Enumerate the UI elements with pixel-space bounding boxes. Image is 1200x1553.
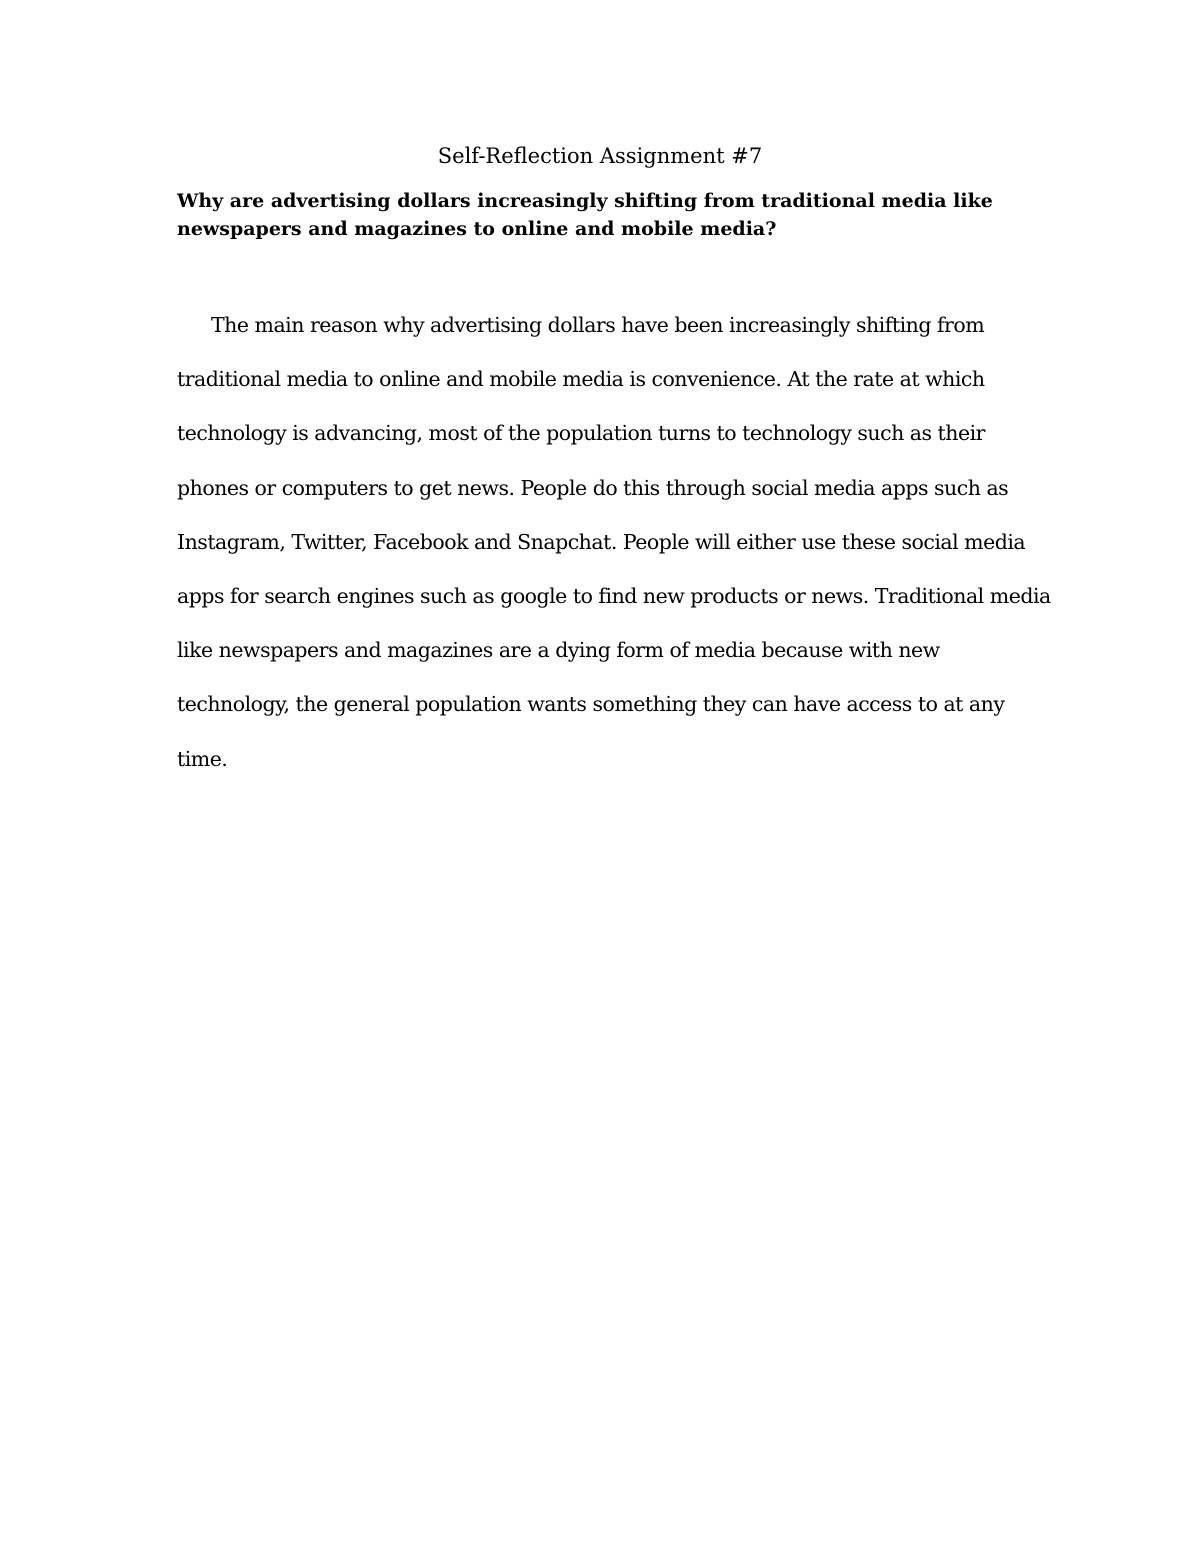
assignment-question: Why are advertising dollars increasingly shifting from traditional media like newspapers and magazines to online and mobile media? bbox=[177, 190, 993, 240]
answer-paragraph: The main reason why advertising dollars have been increasingly shifting from traditional media to online and mobile media is convenience. At the rate at which technology is advancing, most of the population turns to technology such as their phones or computers to get news. People do this through social media apps such as Instagram, Twitter, Facebook and Snapchat. People will either use these social media apps for search engines such as google to find new products or news. Traditional media like newspapers and magazines are a dying form of media because with new technology, the general population wants something they can have access to at any time. bbox=[177, 313, 1051, 771]
document-title: Self-Reflection Assignment #7 bbox=[437, 144, 763, 168]
